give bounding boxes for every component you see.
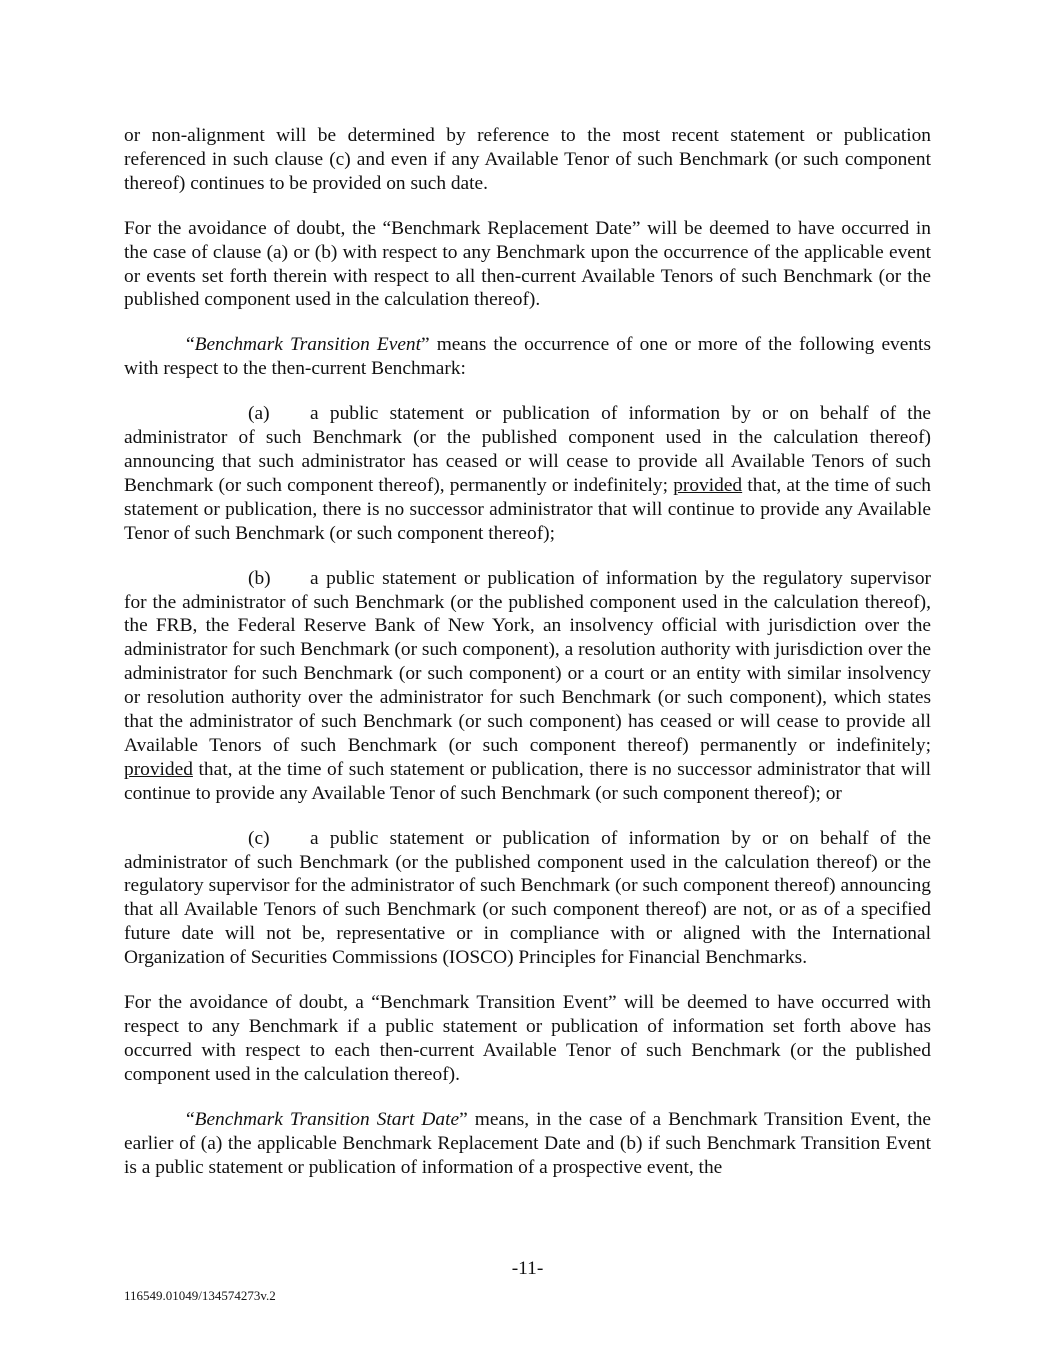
definition-benchmark-transition-start-date: [124, 1108, 931, 1180]
clause-label: (b): [248, 567, 271, 589]
paragraph-continuation: or non-alignment will be determined by reference to the most recent statement or publication referenced in such clause (c) and even if any Available Tenor of such Benchmark (or such component thereof) continues to be provided on such date.: [124, 125, 931, 194]
page-number: -11-: [511, 1258, 544, 1279]
document-id: 116549.01049/134574273v.2: [124, 1288, 276, 1303]
definition-text: ” means, in the case of a Benchmark Transition Event, the earlier of (a) the applicable Benchmark Replacement Date and (b) if such Benchmark Transition Event is a public statement or publication of information of a prospective event, the: [124, 1108, 931, 1178]
clause-c: [124, 827, 931, 970]
clause-label: (c): [248, 827, 270, 849]
clause-a: [124, 402, 931, 545]
clause-text: that, at the time of such statement or publication, there is no successor administrator that will continue to provide any Available Tenor of such Benchmark (or such component thereof);: [124, 474, 931, 544]
clause-b: [124, 567, 931, 806]
definition-benchmark-transition-event: [124, 333, 931, 381]
underlined-term: provided: [124, 758, 193, 780]
defined-term: Benchmark Transition Start Date: [194, 1108, 460, 1130]
clause-text: a public statement or publication of information by the regulatory supervisor for the administrator of such Benchmark (or the published component used in the calculation thereof), the FRB, the Federal Reserve Bank of New York, an insolvency official with jurisdiction over the administrator for such Benchmark (or such component), a resolution authority with jurisdiction over the administrator for such Benchmark (or such component) or a court or an entity with similar insolvency or resolution authority over the administrator for such Benchmark (or such component), which states that the administrator of such Benchmark (or such component) has ceased or will cease to provide all Available Tenors of such Benchmark (or such component thereof) permanently or indefinitely;: [124, 567, 931, 756]
open-quote: “: [186, 1108, 195, 1130]
defined-term: Benchmark Transition Event: [194, 334, 422, 356]
definition-text: ” means the occurrence of one or more of the following events with respect to the then-current Benchmark:: [124, 334, 931, 380]
document-page: [124, 124, 931, 1200]
clause-text: a public statement or publication of information by or on behalf of the administrator of such Benchmark (or the published component used in the calculation thereof) or the regulatory supervisor for the administrator of such Benchmark (or such component thereof) announcing that all Available Tenors of such Benchmark (or such component thereof) are not, or as of a specified future date will not be, representative or in compliance with or aligned with the International Organization of Securities Commissions (IOSCO) Principles for Financial Benchmarks.: [124, 827, 931, 969]
clause-text: a public statement or publication of information by or on behalf of the administrator of such Benchmark (or the published component used in the calculation thereof) announcing that such administrator has ceased or will cease to provide all Available Tenors of such Benchmark (or such component thereof), permanently or indefinitely;: [124, 403, 931, 496]
paragraph-transition-event-note: For the avoidance of doubt, a “Benchmark Transition Event” will be deemed to have occurred with respect to any Benchmark if a public statement or publication of information set forth above has occurred with respect to each then-current Available Tenor of such Benchmark (or the published component used in the calculation thereof).: [124, 992, 931, 1085]
paragraph-replacement-date-note: For the avoidance of doubt, the “Benchmark Replacement Date” will be deemed to have occurred in the case of clause (a) or (b) with respect to any Benchmark upon the occurrence of the applicable event or events set forth therein with respect to all then-current Available Tenors of such Benchmark (or the published component used in the calculation thereof).: [124, 217, 931, 311]
clause-label: (a): [248, 403, 270, 425]
open-quote: “: [186, 334, 195, 356]
underlined-term: provided: [673, 474, 743, 496]
clause-text: that, at the time of such statement or publication, there is no successor administrator that will continue to provide any Available Tenor of such Benchmark (or such component thereof); or: [124, 758, 931, 804]
